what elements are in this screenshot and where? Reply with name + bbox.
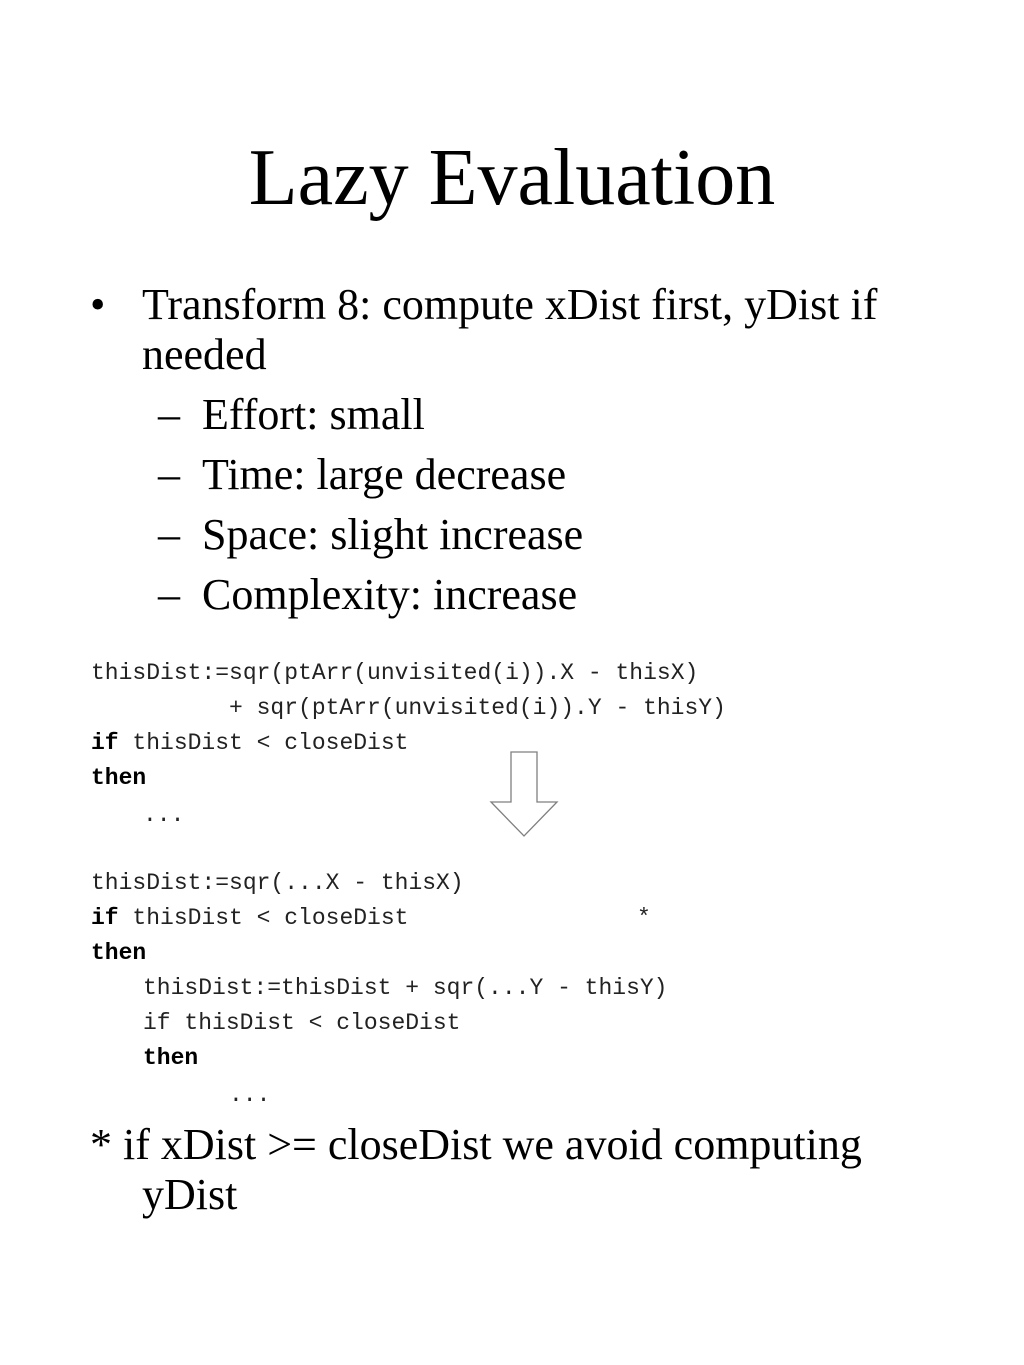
code-before-ellipsis: ... bbox=[143, 802, 185, 828]
subbullet-marker: – bbox=[158, 570, 180, 619]
code-after-line-3 bbox=[91, 938, 146, 968]
keyword-if: if bbox=[91, 730, 119, 756]
keyword-then: then bbox=[91, 765, 147, 791]
subbullet-time: Time: large decrease bbox=[202, 450, 567, 499]
bullet-text-line-2: needed bbox=[142, 330, 267, 379]
subbullet-effort: Effort: small bbox=[202, 390, 425, 439]
bullet-marker: • bbox=[90, 280, 106, 329]
code-after-line-2-rest: thisDist < closeDist bbox=[118, 905, 409, 931]
code-after-star: * bbox=[637, 905, 651, 931]
code-after-line-2 bbox=[91, 903, 408, 933]
subbullet-marker: – bbox=[158, 510, 180, 559]
bullet-text-line-1: Transform 8: compute xDist first, yDist if bbox=[142, 280, 878, 329]
footnote-line-2: yDist bbox=[142, 1170, 238, 1219]
code-after-line-5: if thisDist < closeDist bbox=[143, 1010, 461, 1036]
code-after-line-4: thisDist:=thisDist + sqr(...Y - thisY) bbox=[143, 975, 668, 1001]
code-before-line-1: thisDist:=sqr(ptArr(unvisited(i)).X - thisX) bbox=[91, 660, 699, 686]
code-after-line-1: thisDist:=sqr(...X - thisX) bbox=[91, 870, 464, 896]
keyword-if: if bbox=[91, 905, 119, 931]
slide-title: Lazy Evaluation bbox=[248, 134, 776, 222]
code-before-line-4 bbox=[91, 763, 146, 793]
code-after-ellipsis: ... bbox=[229, 1082, 271, 1108]
subbullet-space: Space: slight increase bbox=[202, 510, 584, 559]
subbullet-complexity: Complexity: increase bbox=[202, 570, 578, 619]
keyword-then-inner: then bbox=[143, 1045, 199, 1071]
keyword-then: then bbox=[91, 940, 147, 966]
subbullet-marker: – bbox=[158, 390, 180, 439]
code-after-line-6 bbox=[143, 1043, 198, 1073]
code-before-line-2: + sqr(ptArr(unvisited(i)).Y - thisY) bbox=[229, 695, 726, 721]
down-arrow-icon bbox=[488, 750, 560, 840]
subbullet-marker: – bbox=[158, 450, 180, 499]
footnote-line-1: * if xDist >= closeDist we avoid computing bbox=[90, 1120, 862, 1169]
code-before-line-3 bbox=[91, 728, 408, 758]
code-before-line-3-rest: thisDist < closeDist bbox=[118, 730, 409, 756]
